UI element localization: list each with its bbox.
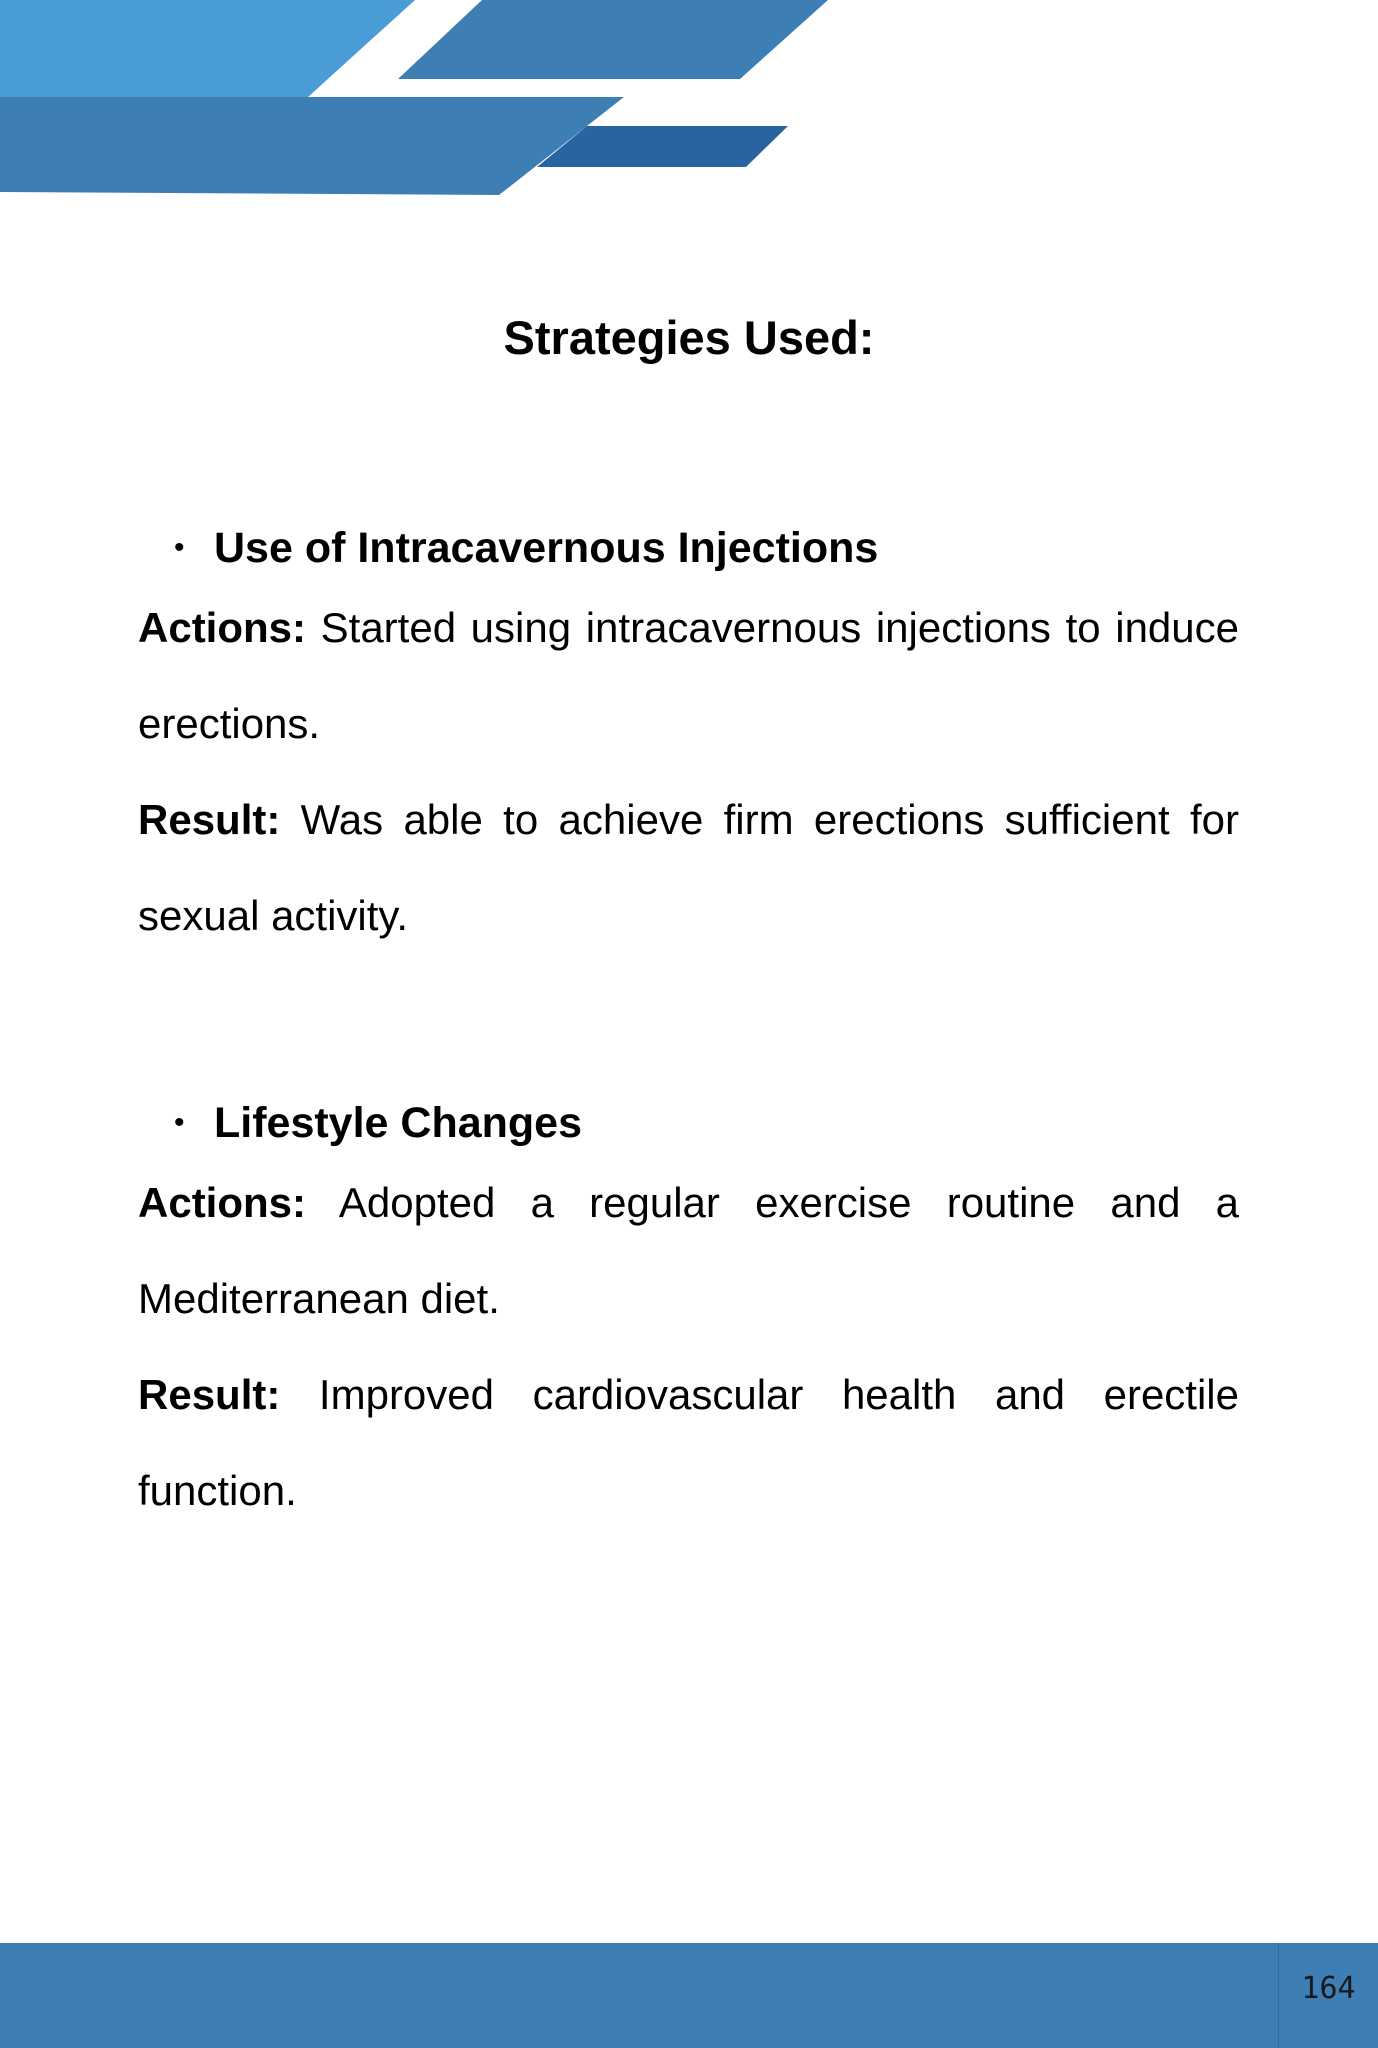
actions-text: Started using intracavernous injections to induce erections. xyxy=(138,604,1239,747)
page-number: 164 xyxy=(1301,1971,1356,2006)
actions-label: Actions: xyxy=(138,1179,306,1226)
strategy-section-lifestyle xyxy=(138,1091,1239,1539)
strategy-section-injections xyxy=(138,516,1239,964)
actions-paragraph xyxy=(138,1155,1239,1347)
bullet-icon: • xyxy=(174,1106,185,1139)
strategy-heading xyxy=(138,516,1239,580)
actions-paragraph xyxy=(138,580,1239,772)
footer-bar xyxy=(0,1943,1378,2048)
result-text: Improved cardiovascular health and erectile function. xyxy=(138,1371,1239,1514)
actions-text: Adopted a regular exercise routine and a Mediterranean diet. xyxy=(138,1179,1239,1322)
header-shape-light xyxy=(0,0,415,97)
strategy-heading-text: Use of Intracavernous Injections xyxy=(214,523,879,572)
page-title: Strategies Used: xyxy=(503,311,875,364)
result-label: Result: xyxy=(138,796,281,843)
actions-label: Actions: xyxy=(138,604,306,651)
bullet-icon: • xyxy=(174,531,185,564)
result-paragraph xyxy=(138,772,1239,964)
strategy-heading-text: Lifestyle Changes xyxy=(214,1098,582,1147)
header-decoration xyxy=(0,0,1378,220)
header-shape-top-right xyxy=(398,0,828,79)
result-paragraph xyxy=(138,1347,1239,1539)
result-text: Was able to achieve firm erections sufficient for sexual activity. xyxy=(138,796,1239,939)
strategy-heading xyxy=(138,1091,1239,1155)
header-shape-band xyxy=(0,97,624,195)
result-label: Result: xyxy=(138,1371,281,1418)
page-number-box xyxy=(1278,1943,1378,2048)
